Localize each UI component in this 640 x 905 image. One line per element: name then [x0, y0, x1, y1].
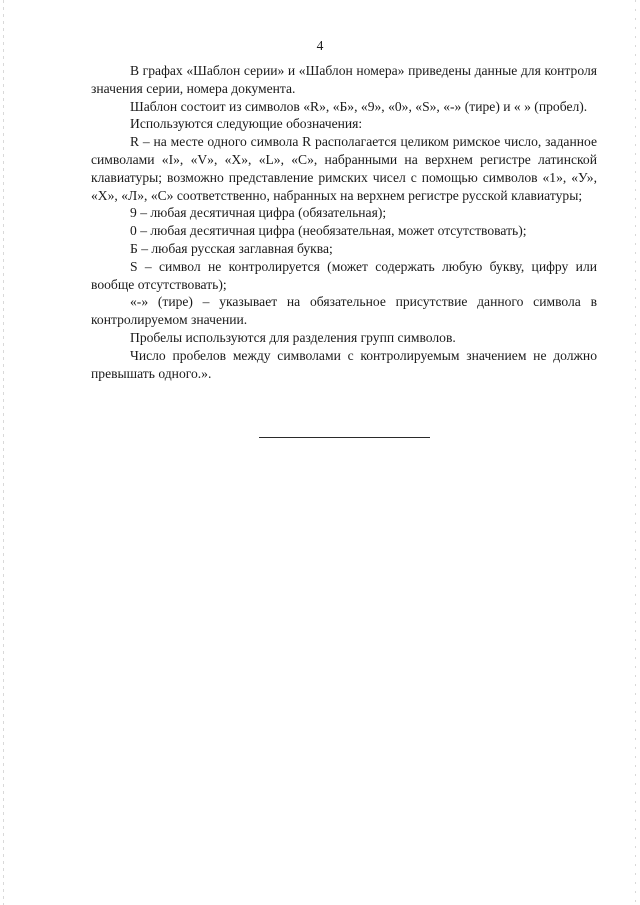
scan-edge-right — [635, 0, 636, 905]
paragraph-spaces: Пробелы используются для разделения групп символов. — [130, 329, 456, 345]
paragraph-notation-intro: Используются следующие обозначения: — [130, 116, 363, 132]
end-separator-line — [259, 437, 430, 438]
paragraph-notation-0: 0 – любая десятичная цифра (необязательная, может отсутствовать); — [130, 223, 527, 239]
paragraph-notation-b: Б – любая русская заглавная буква; — [130, 240, 333, 256]
paragraph-template-columns: В графах «Шаблон серии» и «Шаблон номера» приведены данные для контроля значения серии, номера документа. — [91, 63, 597, 96]
paragraph-spaces-limit: Число пробелов между символами с контролируемым значением не должно превышать одного.». — [91, 347, 597, 381]
paragraph-notation-r: R – на месте одного символа R располагается целиком римское число, заданное символами «I», «V», «X», «L», «С», набранными на верхнем регистре латинской клавиатуры; возможно представление римских чисел с помощью символов «1», «У», «Х», «Л», «С» соответственно, набранных на верхнем регистре русской клавиатуры; — [91, 134, 597, 203]
page-number: 4 — [316, 38, 324, 53]
paragraph-template-symbols: Шаблон состоит из символов «R», «Б», «9», «0», «S», «-» (тире) и « » (пробел). — [130, 98, 588, 114]
scan-edge-left — [3, 0, 4, 905]
document-body — [91, 62, 597, 382]
paragraph-notation-dash: «-» (тире) – указывает на обязательное присутствие данного символа в контролируемом значении. — [91, 294, 597, 328]
paragraph-notation-9: 9 – любая десятичная цифра (обязательная); — [130, 205, 387, 221]
paragraph-notation-s: S – символ не контролируется (может содержать любую букву, цифру или вообще отсутствовать); — [91, 258, 597, 292]
